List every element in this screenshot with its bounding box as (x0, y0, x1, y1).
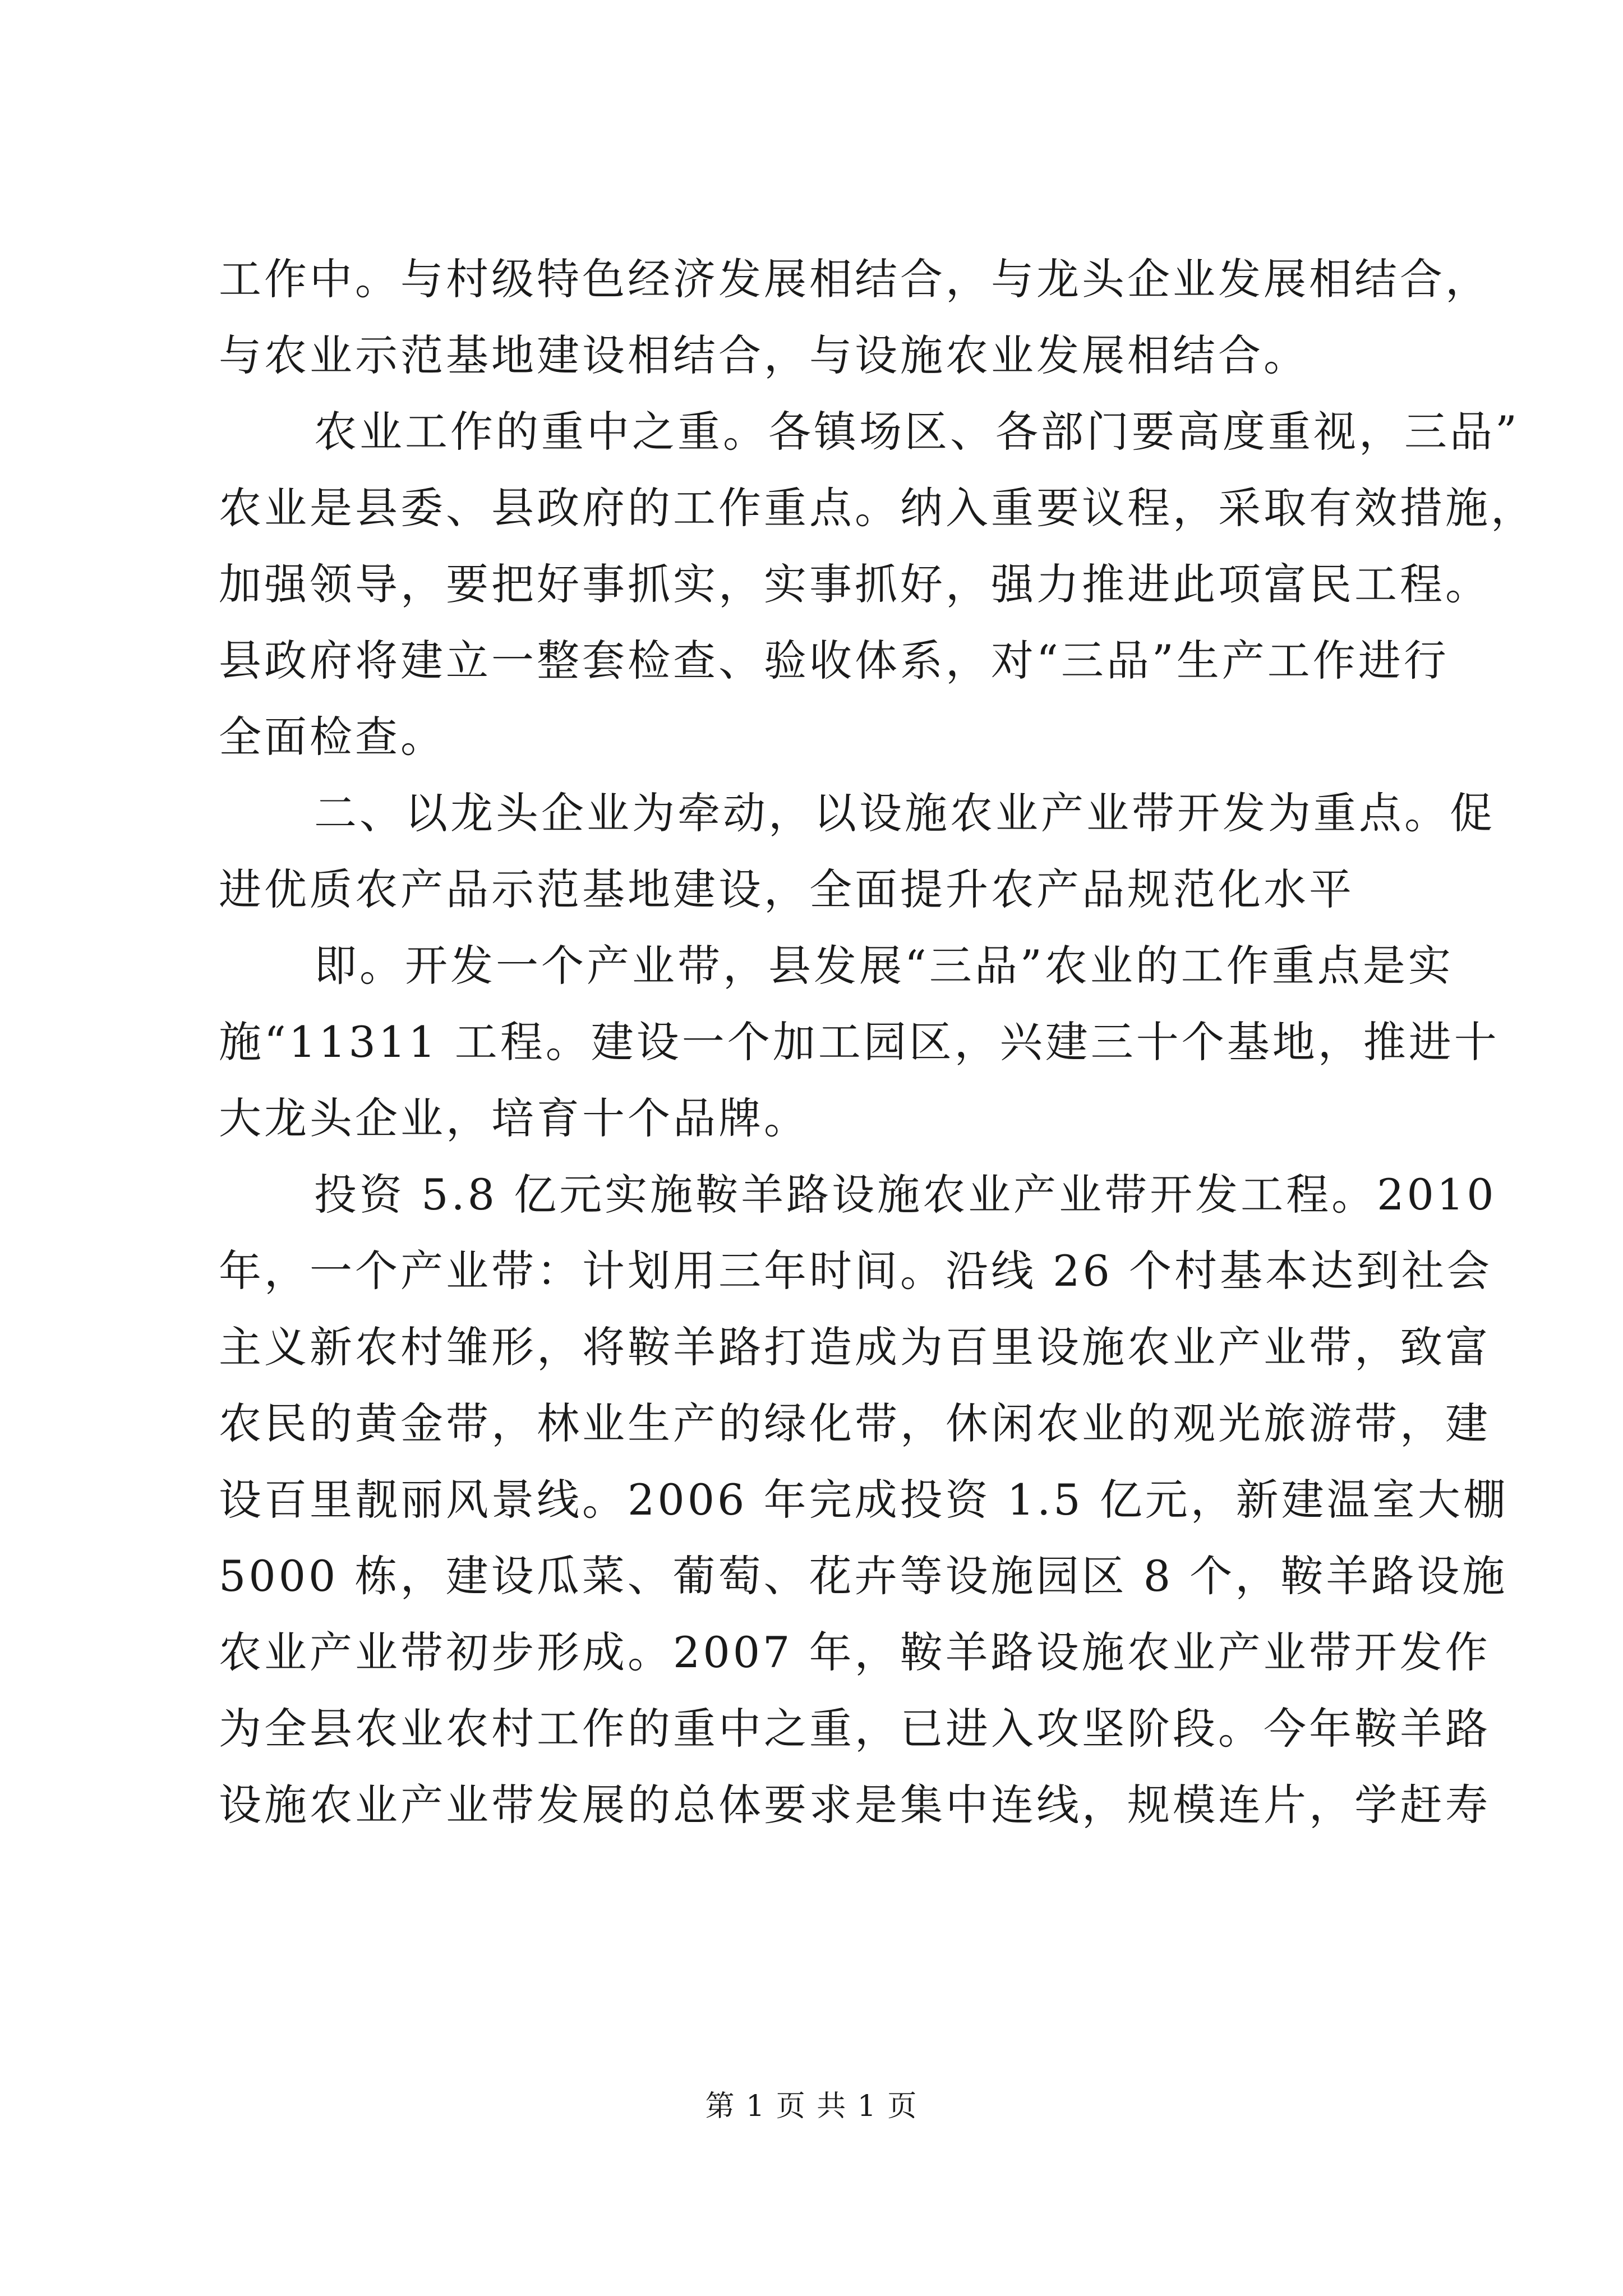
text-line: 为全县农业农村工作的重中之重，已进入攻坚阶段。今年鞍羊路 (219, 1704, 1491, 1754)
paragraph (219, 241, 1491, 394)
text-line: 加强领导，要把好事抓实，实事抓好，强力推进此项富民工程。 (219, 559, 1491, 609)
text-line: 工作中。与村级特色经济发展相结合，与龙头企业发展相结合， (219, 254, 1491, 304)
text-line: 与农业示范基地建设相结合，与设施农业发展相结合。 (219, 330, 1309, 380)
paragraph (219, 1157, 1509, 1843)
text-line: 大龙头企业，培育十个品牌。 (219, 1093, 809, 1143)
text-line: 施“11311 工程。建设一个加工园区，兴建三十个基地，推进十 (219, 1017, 1500, 1067)
text-line: 主义新农村雏形，将鞍羊路打造成为百里设施农业产业带，致富 (219, 1322, 1491, 1372)
text-line: 二、以龙头企业为牵动，以设施农业产业带开发为重点。促 (314, 788, 1495, 838)
text-line: 农业产业带初步形成。2007 年，鞍羊路设施农业产业带开发作 (219, 1627, 1491, 1677)
text-line: 农业工作的重中之重。各镇场区、各部门要高度重视，三品” (314, 407, 1520, 457)
paragraph (219, 775, 1495, 928)
text-line: 年，一个产业带：计划用三年时间。沿线 26 个村基本达到社会 (219, 1246, 1493, 1296)
text-line: 全面检查。 (219, 712, 446, 762)
text-line: 投资 5.8 亿元实施鞍羊路设施农业产业带开发工程。2010 (314, 1170, 1497, 1220)
paragraph (219, 928, 1500, 1157)
text-line: 农业是县委、县政府的工作重点。纳入重要议程，采取有效措施， (219, 483, 1536, 533)
text-line: 进优质农产品示范基地建设，全面提升农产品规范化水平 (219, 864, 1354, 914)
text-line: 5000 栋，建设瓜菜、葡萄、花卉等设施园区 8 个，鞍羊路设施 (219, 1551, 1508, 1601)
text-line: 农民的黄金带，林业生产的绿化带，休闲农业的观光旅游带，建 (219, 1398, 1491, 1448)
document-body (219, 241, 1536, 1843)
text-line: 县政府将建立一整套检查、验收体系，对“三品”生产工作进行 (219, 636, 1449, 685)
paragraph (219, 394, 1536, 775)
text-line: 设施农业产业带发展的总体要求是集中连线，规模连片，学赶寿 (219, 1780, 1491, 1830)
text-line: 设百里靓丽风景线。2006 年完成投资 1.5 亿元，新建温室大棚 (219, 1475, 1509, 1525)
text-line: 即。开发一个产业带，县发展“三品”农业的工作重点是实 (314, 941, 1454, 991)
page-number-footer: 第 1 页 共 1 页 (705, 2090, 918, 2123)
